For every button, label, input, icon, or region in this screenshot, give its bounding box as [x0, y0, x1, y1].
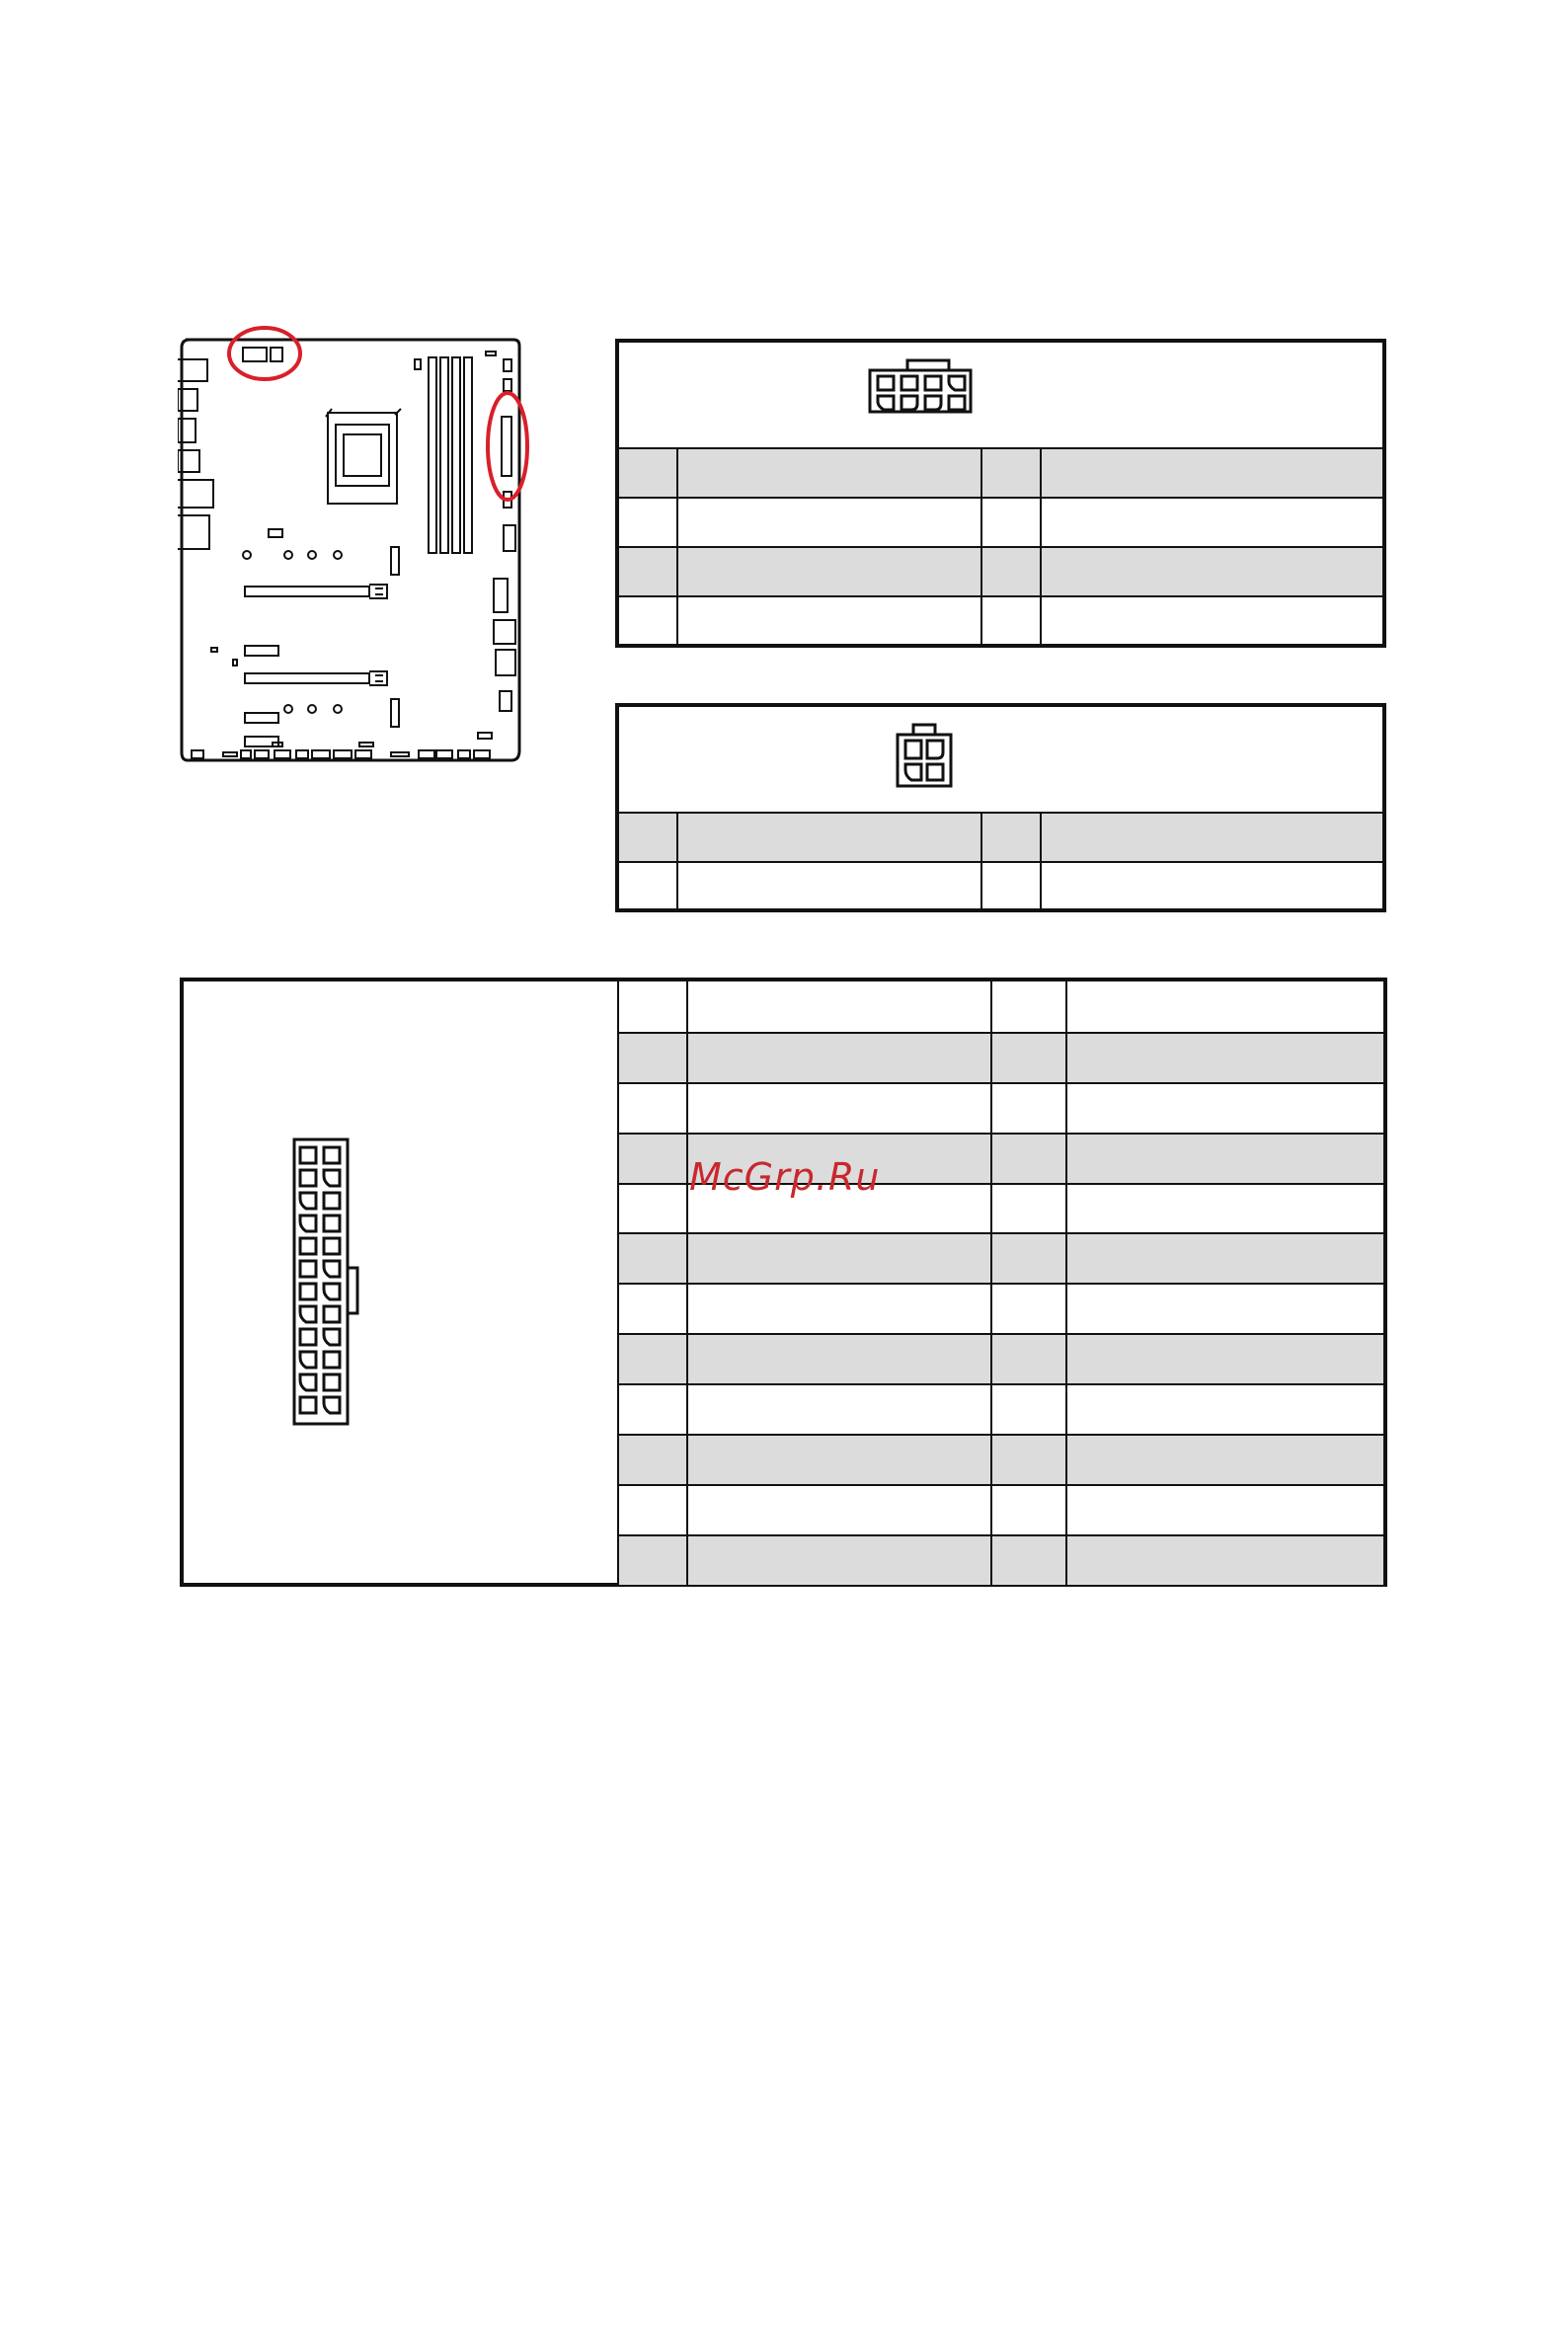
table-row [619, 447, 1382, 497]
pin-cell [324, 1238, 340, 1254]
pin-cell [324, 1147, 340, 1163]
table-row [619, 546, 1382, 595]
pin-cell [324, 1329, 340, 1345]
atx-connector-panel [184, 981, 619, 1583]
table-row [619, 1434, 1383, 1484]
table-row [619, 497, 1382, 546]
table-row [619, 1283, 1383, 1333]
watermark-text: McGrp.Ru [689, 1155, 881, 1199]
pin-cell [300, 1329, 316, 1345]
pin-cell [300, 1170, 316, 1186]
pin-cell [324, 1215, 340, 1231]
pin-cell [324, 1374, 340, 1390]
table-row [619, 1232, 1383, 1283]
pin-cell [324, 1397, 340, 1413]
table-row [619, 1333, 1383, 1383]
atx-24-pin-table [180, 978, 1387, 1587]
pin-cell [300, 1238, 316, 1254]
pin-cell [300, 1147, 316, 1163]
table-row [619, 1534, 1383, 1585]
four-pin-connector-icon [896, 723, 953, 788]
table-row [619, 595, 1382, 645]
eight-pin-table [615, 339, 1386, 648]
four-pin-table-header [619, 707, 1382, 812]
eight-pin-grid [619, 447, 1382, 644]
pin-cell [324, 1261, 340, 1277]
pin-cell [300, 1374, 316, 1390]
highlight-right-connector [488, 393, 527, 500]
motherboard-diagram [178, 318, 535, 768]
highlight-top-connector [229, 328, 300, 379]
pin-cell [300, 1352, 316, 1368]
table-row [619, 861, 1382, 910]
pin-cell [300, 1215, 316, 1231]
pin-cell [324, 1352, 340, 1368]
table-row [619, 1383, 1383, 1434]
table-row [619, 812, 1382, 861]
table-row [619, 1484, 1383, 1534]
pin-cell [324, 1284, 340, 1299]
eight-pin-table-header [619, 343, 1382, 447]
pin-cell [300, 1306, 316, 1322]
twenty-four-pin-connector-icon [292, 1137, 361, 1426]
pin-cell [300, 1397, 316, 1413]
eight-pin-connector-icon [868, 358, 973, 414]
pin-cell [300, 1284, 316, 1299]
pin-cell [324, 1193, 340, 1209]
pin-cell [300, 1193, 316, 1209]
pin-cell [300, 1261, 316, 1277]
table-row [619, 1082, 1383, 1133]
four-pin-table [615, 703, 1386, 912]
pin-cell [324, 1306, 340, 1322]
four-pin-grid [619, 812, 1382, 908]
table-row [619, 1032, 1383, 1082]
table-row [619, 981, 1383, 1032]
atx-pin-grid [619, 981, 1383, 1583]
pin-cell [324, 1170, 340, 1186]
